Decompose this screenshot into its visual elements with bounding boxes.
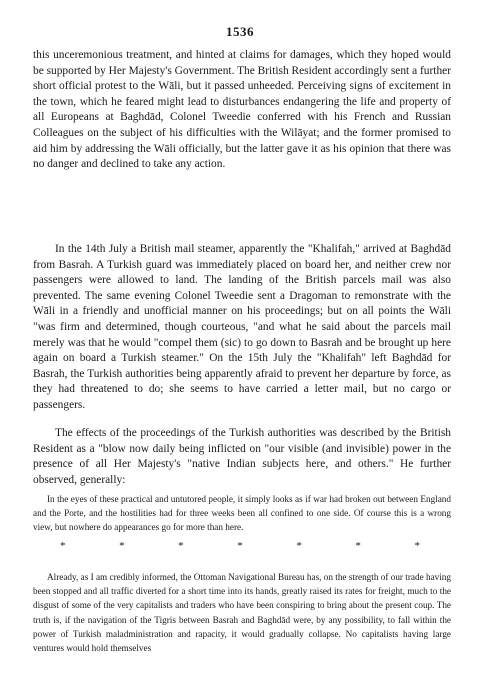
paragraph-1 [33, 48, 451, 173]
block-quote-2 [33, 570, 451, 655]
asterisk: * [237, 540, 243, 552]
block-quote-1 [33, 492, 451, 535]
paragraph-3 [33, 426, 451, 488]
paragraph-2 [33, 242, 451, 414]
asterisk: * [60, 540, 66, 552]
asterisk: * [178, 540, 184, 552]
asterisk: * [296, 540, 302, 552]
quote-text: Already, as I am credibly informed, the Ottoman Navigational Bureau has, on the strength of our trade having been stopped and all traffic diverted for a short time into its hands, greatly raised its rates for freight, much to the disgust of some of the very capitalists and traders who have been conspiring to bring about the present coup. The truth is, if the navigation of the Tigris between Basrah and Baghdād were, by any possibility, to fall within the power of Turkish maladministration and rapacity, it would gradually collapse. No capitalists having large ventures would hold themselves [33, 572, 451, 654]
paragraph-text: In the 14th July a British mail steamer, apparently the "Khalifah," arrived at Baghdād from Basrah. A Turkish guard was immediately placed on board her, and neither crew nor passengers were allowed to land. The landing of the British parcels mail was also prevented. The same evening Colonel Tweedie sent a Dragoman to remonstrate with the Wāli in a friendly and unofficial manner on his proceedings; but on all points the Wāli "was firm and determined, though courteous, "and what he said about the parcels mail merely was that he would "compel them (sic) to go down to Basrah and be brought up here again on board a Turkish steamer." On the 15th July the "Khalifah" left Baghdād for Basrah, the Turkish authorities being apparently afraid to prevent her departure by force, as they had threatened to do; she seems to have carried a letter mail, but no cargo or passengers. [33, 243, 451, 411]
asterisk: * [414, 540, 420, 552]
paragraph-text: this unceremonious treatment, and hinted at claims for damages, which they hoped would be supported by Her Majesty's Government. The British Resident accordingly sent a further short official protest to the Wāli, but it passed unheeded. Perceiving signs of excitement in the town, which he feared might lead to disturbances endangering the life and property of all Europeans at Baghdād, Colonel Tweedie conferred with his French and Russian Colleagues on the subject of his difficulties with the Wilāyat; and the former promised to aid him by addressing the Wāli officially, but the latter gave it as his opinion that there was no danger and declined to take any action. [33, 49, 451, 171]
page-number: 1536 [226, 24, 254, 39]
asterisk: * [355, 540, 361, 552]
paragraph-text: The effects of the proceedings of the Turkish authorities was described by the British Resident as a "blow now daily being inflicted on "our visible (and invisible) power in the presence of all Her Majesty's "native Indian subjects here, and others." He further observed, generally: [33, 427, 451, 486]
asterisk: * [119, 540, 125, 552]
section-separator [60, 540, 420, 552]
quote-text: In the eyes of these practical and untutored people, it simply looks as if war had broken out between England and the Porte, and the hostilities had for three weeks been all confined to one side. Of course this is a wrong view, but nowhere do appearances go for more than here. [33, 494, 451, 533]
